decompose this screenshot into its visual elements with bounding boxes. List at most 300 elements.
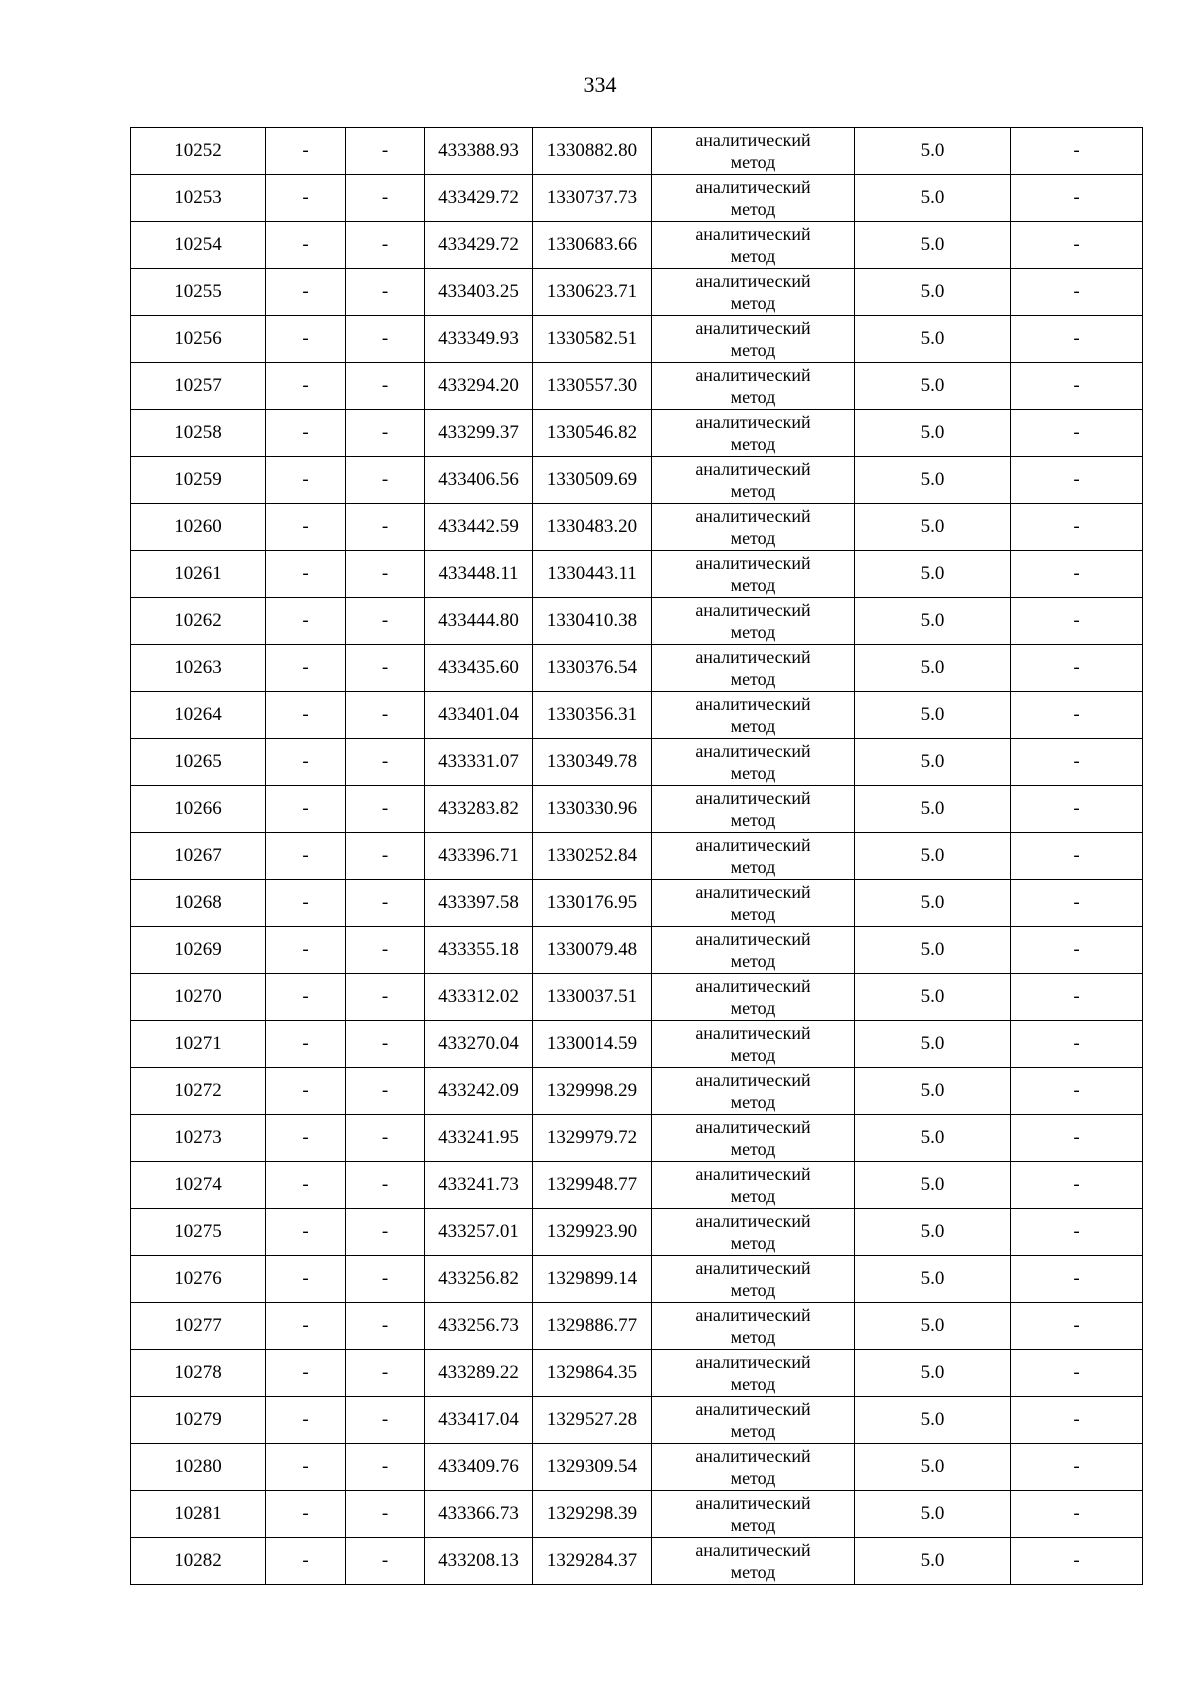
y-coordinate-cell: 1330014.59 xyxy=(533,1021,652,1068)
dash-cell: - xyxy=(346,1068,425,1115)
point-number-cell: 10253 xyxy=(131,175,266,222)
y-coordinate-cell: 1329886.77 xyxy=(533,1303,652,1350)
accuracy-cell: 5.0 xyxy=(855,175,1011,222)
accuracy-cell: 5.0 xyxy=(855,645,1011,692)
dash-cell: - xyxy=(266,833,346,880)
dash-cell: - xyxy=(346,1209,425,1256)
method-cell xyxy=(652,410,855,457)
point-number-cell: 10278 xyxy=(131,1350,266,1397)
dash-cell: - xyxy=(346,833,425,880)
table-row xyxy=(131,833,1143,880)
method-line-1: аналитический xyxy=(695,1399,811,1419)
dash-cell: - xyxy=(266,1068,346,1115)
dash-cell: - xyxy=(266,927,346,974)
method-line-2: метод xyxy=(730,434,776,454)
y-coordinate-cell: 1329864.35 xyxy=(533,1350,652,1397)
method-line-1: аналитический xyxy=(695,694,811,714)
y-coordinate-cell: 1329298.39 xyxy=(533,1491,652,1538)
method-line-1: аналитический xyxy=(695,1258,811,1278)
y-coordinate-cell: 1329979.72 xyxy=(533,1115,652,1162)
y-coordinate-cell: 1330582.51 xyxy=(533,316,652,363)
x-coordinate-cell: 433241.73 xyxy=(425,1162,533,1209)
point-number-cell: 10267 xyxy=(131,833,266,880)
accuracy-cell: 5.0 xyxy=(855,1162,1011,1209)
x-coordinate-cell: 433444.80 xyxy=(425,598,533,645)
method-line-2: метод xyxy=(730,481,776,501)
dash-cell: - xyxy=(266,974,346,1021)
dash-cell: - xyxy=(346,1115,425,1162)
method-cell xyxy=(652,1115,855,1162)
y-coordinate-cell: 1330882.80 xyxy=(533,128,652,175)
method-line-2: метод xyxy=(730,1092,776,1112)
method-cell xyxy=(652,551,855,598)
accuracy-cell: 5.0 xyxy=(855,457,1011,504)
dash-cell: - xyxy=(346,410,425,457)
dash-cell: - xyxy=(1011,551,1143,598)
x-coordinate-cell: 433257.01 xyxy=(425,1209,533,1256)
dash-cell: - xyxy=(1011,880,1143,927)
method-line-1: аналитический xyxy=(695,788,811,808)
x-coordinate-cell: 433256.73 xyxy=(425,1303,533,1350)
dash-cell: - xyxy=(346,1444,425,1491)
y-coordinate-cell: 1330546.82 xyxy=(533,410,652,457)
accuracy-cell: 5.0 xyxy=(855,222,1011,269)
dash-cell: - xyxy=(266,410,346,457)
y-coordinate-cell: 1329309.54 xyxy=(533,1444,652,1491)
dash-cell: - xyxy=(1011,786,1143,833)
method-line-2: метод xyxy=(730,1233,776,1253)
y-coordinate-cell: 1329527.28 xyxy=(533,1397,652,1444)
method-line-1: аналитический xyxy=(695,976,811,996)
method-line-2: метод xyxy=(730,1045,776,1065)
method-line-2: метод xyxy=(730,951,776,971)
method-cell xyxy=(652,1444,855,1491)
accuracy-cell: 5.0 xyxy=(855,316,1011,363)
dash-cell: - xyxy=(346,316,425,363)
point-number-cell: 10275 xyxy=(131,1209,266,1256)
table-row xyxy=(131,222,1143,269)
dash-cell: - xyxy=(1011,1209,1143,1256)
point-number-cell: 10257 xyxy=(131,363,266,410)
point-number-cell: 10266 xyxy=(131,786,266,833)
accuracy-cell: 5.0 xyxy=(855,410,1011,457)
dash-cell: - xyxy=(1011,222,1143,269)
x-coordinate-cell: 433289.22 xyxy=(425,1350,533,1397)
table-row xyxy=(131,880,1143,927)
accuracy-cell: 5.0 xyxy=(855,833,1011,880)
method-cell xyxy=(652,363,855,410)
method-line-2: метод xyxy=(730,152,776,172)
dash-cell: - xyxy=(1011,1256,1143,1303)
dash-cell: - xyxy=(1011,1162,1143,1209)
method-cell xyxy=(652,175,855,222)
y-coordinate-cell: 1330176.95 xyxy=(533,880,652,927)
dash-cell: - xyxy=(266,1303,346,1350)
x-coordinate-cell: 433401.04 xyxy=(425,692,533,739)
dash-cell: - xyxy=(346,504,425,551)
method-line-2: метод xyxy=(730,199,776,219)
dash-cell: - xyxy=(266,598,346,645)
dash-cell: - xyxy=(1011,457,1143,504)
table-row xyxy=(131,1397,1143,1444)
table-row xyxy=(131,1209,1143,1256)
method-cell xyxy=(652,316,855,363)
method-cell xyxy=(652,974,855,1021)
method-line-1: аналитический xyxy=(695,1023,811,1043)
dash-cell: - xyxy=(1011,692,1143,739)
dash-cell: - xyxy=(346,222,425,269)
method-line-2: метод xyxy=(730,387,776,407)
method-cell xyxy=(652,786,855,833)
dash-cell: - xyxy=(1011,175,1143,222)
y-coordinate-cell: 1330376.54 xyxy=(533,645,652,692)
y-coordinate-cell: 1330410.38 xyxy=(533,598,652,645)
accuracy-cell: 5.0 xyxy=(855,1350,1011,1397)
point-number-cell: 10261 xyxy=(131,551,266,598)
method-cell xyxy=(652,128,855,175)
dash-cell: - xyxy=(266,1444,346,1491)
accuracy-cell: 5.0 xyxy=(855,598,1011,645)
table-row xyxy=(131,316,1143,363)
x-coordinate-cell: 433256.82 xyxy=(425,1256,533,1303)
method-line-2: метод xyxy=(730,528,776,548)
accuracy-cell: 5.0 xyxy=(855,1115,1011,1162)
point-number-cell: 10272 xyxy=(131,1068,266,1115)
accuracy-cell: 5.0 xyxy=(855,504,1011,551)
dash-cell: - xyxy=(346,1303,425,1350)
table-row xyxy=(131,1350,1143,1397)
dash-cell: - xyxy=(346,1350,425,1397)
table-row xyxy=(131,504,1143,551)
method-line-2: метод xyxy=(730,340,776,360)
method-cell xyxy=(652,927,855,974)
method-cell xyxy=(652,645,855,692)
method-cell xyxy=(652,1397,855,1444)
method-cell xyxy=(652,739,855,786)
dash-cell: - xyxy=(346,598,425,645)
dash-cell: - xyxy=(346,269,425,316)
dash-cell: - xyxy=(346,1162,425,1209)
dash-cell: - xyxy=(346,1538,425,1585)
table-row xyxy=(131,175,1143,222)
point-number-cell: 10262 xyxy=(131,598,266,645)
table-row xyxy=(131,457,1143,504)
dash-cell: - xyxy=(1011,739,1143,786)
method-cell xyxy=(652,222,855,269)
table-row xyxy=(131,1444,1143,1491)
dash-cell: - xyxy=(266,645,346,692)
method-line-1: аналитический xyxy=(695,365,811,385)
table-row xyxy=(131,1303,1143,1350)
table-row xyxy=(131,1256,1143,1303)
method-line-1: аналитический xyxy=(695,271,811,291)
dash-cell: - xyxy=(1011,316,1143,363)
x-coordinate-cell: 433312.02 xyxy=(425,974,533,1021)
method-line-2: метод xyxy=(730,1139,776,1159)
dash-cell: - xyxy=(346,739,425,786)
dash-cell: - xyxy=(1011,1303,1143,1350)
dash-cell: - xyxy=(266,1397,346,1444)
accuracy-cell: 5.0 xyxy=(855,974,1011,1021)
dash-cell: - xyxy=(346,128,425,175)
dash-cell: - xyxy=(346,1397,425,1444)
x-coordinate-cell: 433294.20 xyxy=(425,363,533,410)
y-coordinate-cell: 1330737.73 xyxy=(533,175,652,222)
y-coordinate-cell: 1329899.14 xyxy=(533,1256,652,1303)
method-line-1: аналитический xyxy=(695,506,811,526)
dash-cell: - xyxy=(346,927,425,974)
method-line-2: метод xyxy=(730,1468,776,1488)
x-coordinate-cell: 433403.25 xyxy=(425,269,533,316)
y-coordinate-cell: 1330509.69 xyxy=(533,457,652,504)
method-line-2: метод xyxy=(730,669,776,689)
method-cell xyxy=(652,1538,855,1585)
method-line-2: метод xyxy=(730,1280,776,1300)
point-number-cell: 10252 xyxy=(131,128,266,175)
method-cell xyxy=(652,880,855,927)
dash-cell: - xyxy=(1011,269,1143,316)
table-row xyxy=(131,1021,1143,1068)
y-coordinate-cell: 1330252.84 xyxy=(533,833,652,880)
dash-cell: - xyxy=(1011,927,1143,974)
dash-cell: - xyxy=(266,692,346,739)
x-coordinate-cell: 433409.76 xyxy=(425,1444,533,1491)
point-number-cell: 10271 xyxy=(131,1021,266,1068)
accuracy-cell: 5.0 xyxy=(855,551,1011,598)
x-coordinate-cell: 433388.93 xyxy=(425,128,533,175)
method-line-1: аналитический xyxy=(695,882,811,902)
table-row xyxy=(131,1538,1143,1585)
dash-cell: - xyxy=(266,1256,346,1303)
dash-cell: - xyxy=(266,1115,346,1162)
x-coordinate-cell: 433331.07 xyxy=(425,739,533,786)
point-number-cell: 10264 xyxy=(131,692,266,739)
dash-cell: - xyxy=(1011,410,1143,457)
method-line-2: метод xyxy=(730,1515,776,1535)
point-number-cell: 10277 xyxy=(131,1303,266,1350)
method-line-2: метод xyxy=(730,1374,776,1394)
y-coordinate-cell: 1330483.20 xyxy=(533,504,652,551)
accuracy-cell: 5.0 xyxy=(855,786,1011,833)
method-line-1: аналитический xyxy=(695,412,811,432)
method-line-1: аналитический xyxy=(695,459,811,479)
x-coordinate-cell: 433283.82 xyxy=(425,786,533,833)
x-coordinate-cell: 433349.93 xyxy=(425,316,533,363)
method-line-1: аналитический xyxy=(695,647,811,667)
dash-cell: - xyxy=(1011,974,1143,1021)
point-number-cell: 10273 xyxy=(131,1115,266,1162)
dash-cell: - xyxy=(1011,833,1143,880)
y-coordinate-cell: 1330330.96 xyxy=(533,786,652,833)
dash-cell: - xyxy=(346,1021,425,1068)
dash-cell: - xyxy=(346,363,425,410)
point-number-cell: 10270 xyxy=(131,974,266,1021)
method-cell xyxy=(652,1068,855,1115)
point-number-cell: 10268 xyxy=(131,880,266,927)
method-line-1: аналитический xyxy=(695,130,811,150)
method-line-1: аналитический xyxy=(695,1117,811,1137)
y-coordinate-cell: 1330443.11 xyxy=(533,551,652,598)
method-cell xyxy=(652,269,855,316)
dash-cell: - xyxy=(266,1209,346,1256)
y-coordinate-cell: 1329284.37 xyxy=(533,1538,652,1585)
accuracy-cell: 5.0 xyxy=(855,1491,1011,1538)
x-coordinate-cell: 433270.04 xyxy=(425,1021,533,1068)
dash-cell: - xyxy=(1011,363,1143,410)
point-number-cell: 10254 xyxy=(131,222,266,269)
dash-cell: - xyxy=(1011,504,1143,551)
method-cell xyxy=(652,1021,855,1068)
method-line-1: аналитический xyxy=(695,835,811,855)
x-coordinate-cell: 433442.59 xyxy=(425,504,533,551)
y-coordinate-cell: 1330037.51 xyxy=(533,974,652,1021)
x-coordinate-cell: 433355.18 xyxy=(425,927,533,974)
dash-cell: - xyxy=(266,880,346,927)
accuracy-cell: 5.0 xyxy=(855,363,1011,410)
table-row xyxy=(131,786,1143,833)
dash-cell: - xyxy=(1011,1068,1143,1115)
y-coordinate-cell: 1330079.48 xyxy=(533,927,652,974)
method-line-1: аналитический xyxy=(695,1211,811,1231)
y-coordinate-cell: 1330623.71 xyxy=(533,269,652,316)
accuracy-cell: 5.0 xyxy=(855,1397,1011,1444)
method-line-1: аналитический xyxy=(695,1352,811,1372)
method-line-1: аналитический xyxy=(695,600,811,620)
dash-cell: - xyxy=(266,1538,346,1585)
x-coordinate-cell: 433241.95 xyxy=(425,1115,533,1162)
point-number-cell: 10256 xyxy=(131,316,266,363)
dash-cell: - xyxy=(266,739,346,786)
table-row xyxy=(131,598,1143,645)
method-cell xyxy=(652,598,855,645)
dash-cell: - xyxy=(346,1491,425,1538)
dash-cell: - xyxy=(266,1491,346,1538)
point-number-cell: 10269 xyxy=(131,927,266,974)
method-line-1: аналитический xyxy=(695,1540,811,1560)
accuracy-cell: 5.0 xyxy=(855,1256,1011,1303)
dash-cell: - xyxy=(1011,1538,1143,1585)
dash-cell: - xyxy=(346,692,425,739)
table-row xyxy=(131,645,1143,692)
table-row xyxy=(131,1115,1143,1162)
y-coordinate-cell: 1330349.78 xyxy=(533,739,652,786)
point-number-cell: 10274 xyxy=(131,1162,266,1209)
dash-cell: - xyxy=(266,316,346,363)
dash-cell: - xyxy=(266,128,346,175)
y-coordinate-cell: 1330683.66 xyxy=(533,222,652,269)
method-line-2: метод xyxy=(730,763,776,783)
method-line-2: метод xyxy=(730,857,776,877)
x-coordinate-cell: 433396.71 xyxy=(425,833,533,880)
accuracy-cell: 5.0 xyxy=(855,128,1011,175)
method-line-1: аналитический xyxy=(695,1070,811,1090)
table-row xyxy=(131,128,1143,175)
table-row xyxy=(131,927,1143,974)
x-coordinate-cell: 433448.11 xyxy=(425,551,533,598)
method-cell xyxy=(652,1256,855,1303)
table-row xyxy=(131,1162,1143,1209)
dash-cell: - xyxy=(1011,1397,1143,1444)
table-row xyxy=(131,269,1143,316)
accuracy-cell: 5.0 xyxy=(855,269,1011,316)
x-coordinate-cell: 433208.13 xyxy=(425,1538,533,1585)
dash-cell: - xyxy=(346,551,425,598)
method-line-2: метод xyxy=(730,1186,776,1206)
dash-cell: - xyxy=(346,175,425,222)
method-line-1: аналитический xyxy=(695,224,811,244)
point-number-cell: 10259 xyxy=(131,457,266,504)
x-coordinate-cell: 433417.04 xyxy=(425,1397,533,1444)
y-coordinate-cell: 1329923.90 xyxy=(533,1209,652,1256)
accuracy-cell: 5.0 xyxy=(855,1444,1011,1491)
accuracy-cell: 5.0 xyxy=(855,880,1011,927)
dash-cell: - xyxy=(346,457,425,504)
dash-cell: - xyxy=(346,880,425,927)
accuracy-cell: 5.0 xyxy=(855,692,1011,739)
accuracy-cell: 5.0 xyxy=(855,1209,1011,1256)
dash-cell: - xyxy=(1011,1115,1143,1162)
dash-cell: - xyxy=(266,504,346,551)
x-coordinate-cell: 433299.37 xyxy=(425,410,533,457)
dash-cell: - xyxy=(346,1256,425,1303)
dash-cell: - xyxy=(1011,598,1143,645)
table-row xyxy=(131,739,1143,786)
method-line-1: аналитический xyxy=(695,318,811,338)
x-coordinate-cell: 433429.72 xyxy=(425,175,533,222)
method-line-2: метод xyxy=(730,293,776,313)
dash-cell: - xyxy=(1011,1021,1143,1068)
dash-cell: - xyxy=(266,1162,346,1209)
accuracy-cell: 5.0 xyxy=(855,1303,1011,1350)
accuracy-cell: 5.0 xyxy=(855,1068,1011,1115)
dash-cell: - xyxy=(1011,128,1143,175)
x-coordinate-cell: 433242.09 xyxy=(425,1068,533,1115)
dash-cell: - xyxy=(266,222,346,269)
method-line-1: аналитический xyxy=(695,929,811,949)
method-cell xyxy=(652,1209,855,1256)
table-body xyxy=(131,128,1143,1585)
method-line-2: метод xyxy=(730,622,776,642)
table-row xyxy=(131,410,1143,457)
table-row xyxy=(131,1491,1143,1538)
point-number-cell: 10265 xyxy=(131,739,266,786)
point-number-cell: 10281 xyxy=(131,1491,266,1538)
method-line-2: метод xyxy=(730,1562,776,1582)
method-cell xyxy=(652,1162,855,1209)
dash-cell: - xyxy=(266,786,346,833)
method-cell xyxy=(652,1491,855,1538)
y-coordinate-cell: 1329948.77 xyxy=(533,1162,652,1209)
table-row xyxy=(131,1068,1143,1115)
page-number: 334 xyxy=(583,72,617,97)
dash-cell: - xyxy=(266,175,346,222)
point-number-cell: 10263 xyxy=(131,645,266,692)
dash-cell: - xyxy=(1011,1350,1143,1397)
dash-cell: - xyxy=(1011,1444,1143,1491)
method-line-2: метод xyxy=(730,998,776,1018)
method-line-2: метод xyxy=(730,575,776,595)
point-number-cell: 10258 xyxy=(131,410,266,457)
accuracy-cell: 5.0 xyxy=(855,1538,1011,1585)
table-row xyxy=(131,551,1143,598)
dash-cell: - xyxy=(1011,645,1143,692)
accuracy-cell: 5.0 xyxy=(855,739,1011,786)
method-cell xyxy=(652,1350,855,1397)
point-number-cell: 10276 xyxy=(131,1256,266,1303)
dash-cell: - xyxy=(266,1350,346,1397)
dash-cell: - xyxy=(346,786,425,833)
method-line-2: метод xyxy=(730,1327,776,1347)
